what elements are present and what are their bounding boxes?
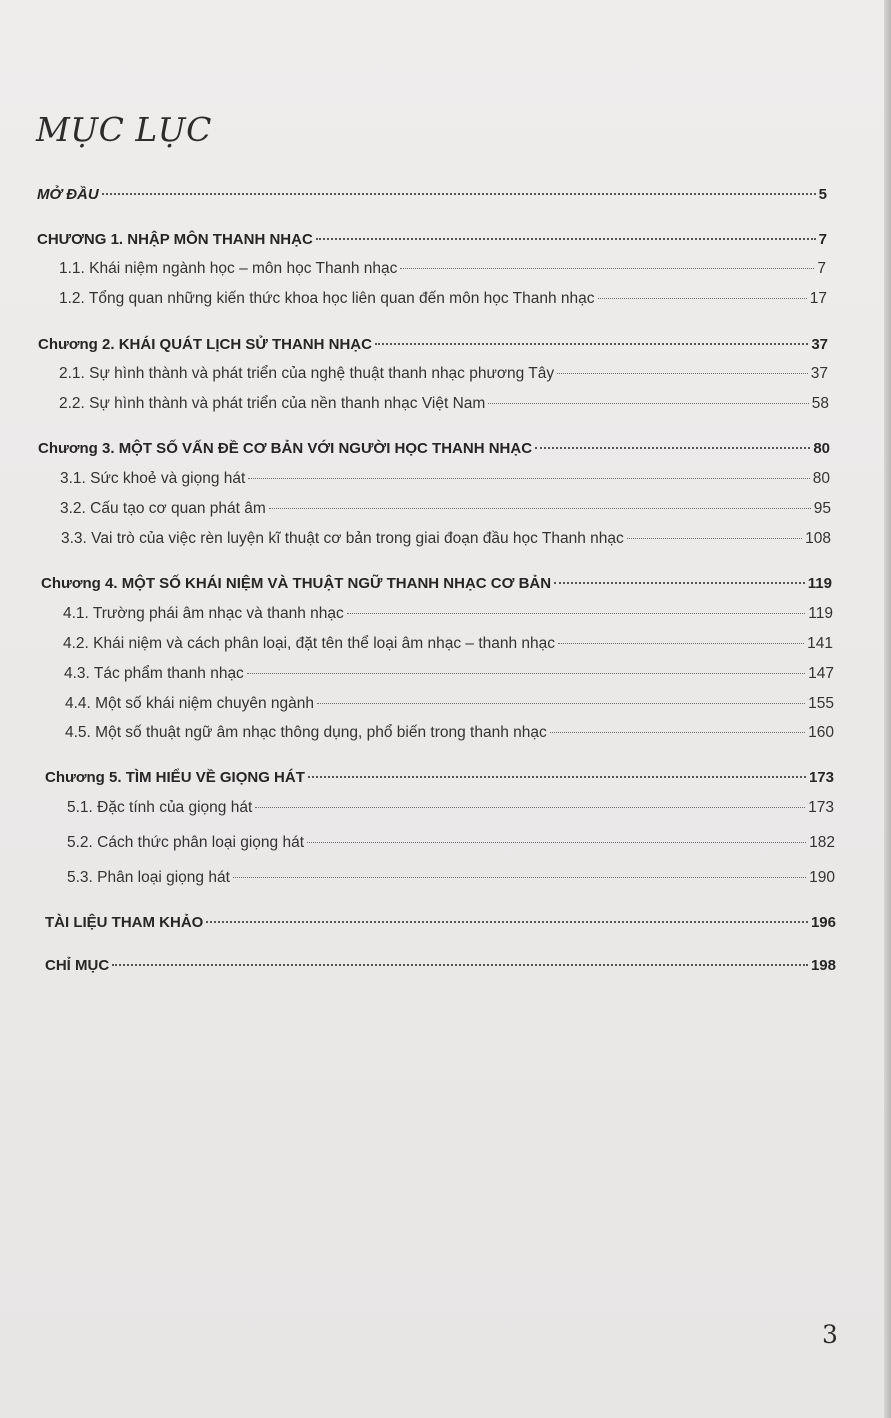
toc-entry-page: 108 [805, 530, 831, 547]
toc-entry [37, 186, 827, 210]
toc-entry-label: 3.3. Vai trò của việc rèn luyện kĩ thuật cơ bản trong giai đoạn đầu học Thanh nhạc [61, 530, 624, 547]
toc-entry-page: 80 [813, 440, 830, 457]
toc-entry-label: 4.3. Tác phẩm thanh nhạc [64, 665, 244, 682]
toc-entry [67, 869, 835, 893]
toc-entry-page: 7 [817, 260, 826, 277]
toc-entry [65, 724, 834, 748]
toc-entry-page: 198 [810, 957, 836, 974]
toc-entry-page: 147 [808, 665, 834, 682]
toc-leader [554, 582, 805, 584]
toc-entry [65, 695, 834, 719]
toc-entry-page: 119 [807, 575, 832, 592]
toc-entry-page: 190 [809, 869, 835, 886]
toc-entry-page: 37 [811, 336, 828, 353]
toc-entry-label: 1.1. Khái niệm ngành học – môn học Thanh nhạc [59, 260, 398, 277]
toc-entry-page: 155 [808, 695, 834, 712]
toc-leader [269, 508, 811, 509]
toc-entry [67, 834, 835, 858]
toc-leader [488, 403, 808, 404]
toc-entry [63, 605, 833, 629]
toc-title: MỤC LỤC [36, 110, 212, 149]
page-number: 3 [822, 1320, 838, 1349]
toc-entry [67, 799, 834, 823]
toc-entry-label: 5.2. Cách thức phân loại giọng hát [67, 834, 305, 851]
toc-entry-label: 5.3. Phân loại giọng hát [67, 869, 230, 886]
toc-entry-page: 160 [808, 724, 834, 741]
toc-entry-page: 58 [811, 395, 829, 412]
toc-entry [59, 260, 826, 284]
toc-entry [59, 290, 827, 314]
toc-entry-page: 173 [808, 769, 834, 786]
toc-entry-page: 173 [808, 799, 834, 816]
toc-entry [38, 336, 828, 360]
toc-entry-label: 3.2. Cấu tạo cơ quan phát âm [60, 500, 266, 517]
toc-entry-label: 4.5. Một số thuật ngữ âm nhạc thông dụng, phổ biến trong thanh nhạc [65, 724, 547, 741]
toc-entry-label: 2.1. Sự hình thành và phát triển của nghệ thuật thanh nhạc phương Tây [59, 365, 555, 382]
toc-leader [112, 964, 808, 966]
toc-entry-page: 80 [812, 470, 830, 487]
toc-entry [63, 635, 833, 659]
toc-leader [206, 921, 808, 923]
toc-entry-label: 1.2. Tổng quan những kiến thức khoa học liên quan đến môn học Thanh nhạc [59, 290, 595, 307]
toc-leader [308, 776, 806, 778]
toc-entry [60, 500, 831, 524]
toc-entry [37, 231, 827, 255]
toc-entry [61, 530, 831, 554]
toc-entry-label: CHƯƠNG 1. NHẬP MÔN THANH NHẠC [37, 231, 313, 248]
toc-leader [558, 643, 804, 644]
toc-leader [248, 478, 809, 479]
toc-leader [247, 673, 805, 674]
toc-entry-label: 5.1. Đặc tính của giọng hát [67, 799, 253, 816]
toc-entry [59, 395, 829, 419]
toc-entry-page: 141 [807, 635, 833, 652]
toc-leader [233, 877, 806, 878]
toc-leader [375, 343, 808, 345]
toc-entry-label: Chương 4. MỘT SỐ KHÁI NIỆM VÀ THUẬT NGỮ THANH NHẠC CƠ BẢN [41, 575, 552, 592]
toc-leader [557, 373, 808, 374]
toc-entry-label: 4.4. Một số khái niệm chuyên ngành [65, 695, 315, 712]
toc-entry-page: 37 [810, 365, 828, 382]
toc-entry-label: MỞ ĐẦU [37, 186, 99, 203]
toc-entry-label: TÀI LIỆU THAM KHẢO [45, 914, 204, 931]
toc-entry [41, 575, 832, 599]
toc-leader [255, 807, 805, 808]
toc-entry-label: 3.1. Sức khoẻ và giọng hát [60, 470, 246, 487]
toc-entry [45, 957, 836, 981]
toc-entry [60, 470, 830, 494]
toc-leader [400, 268, 814, 269]
toc-leader [535, 447, 810, 449]
toc-leader [550, 732, 805, 733]
toc-entry-label: CHỈ MỤC [45, 957, 110, 974]
toc-entry-page: 7 [818, 231, 827, 248]
toc-entry [45, 769, 834, 793]
toc-entry-label: Chương 5. TÌM HIỂU VỀ GIỌNG HÁT [45, 769, 305, 786]
toc-entry-label: Chương 3. MỘT SỐ VẤN ĐỀ CƠ BẢN VỚI NGƯỜI HỌC THANH NHẠC [38, 440, 533, 457]
toc-entry-page: 196 [810, 914, 836, 931]
toc-entry-label: 4.2. Khái niệm và cách phân loại, đặt tên thể loại âm nhạc – thanh nhạc [63, 635, 556, 652]
toc-leader [347, 613, 806, 614]
toc-entry-page: 5 [818, 186, 827, 203]
toc-leader [316, 238, 816, 240]
toc-entry-label: 4.1. Trường phái âm nhạc và thanh nhạc [63, 605, 344, 622]
toc-entry [45, 914, 836, 938]
toc-leader [627, 538, 802, 539]
toc-entry-page: 182 [809, 834, 835, 851]
toc-entry-page: 17 [809, 290, 827, 307]
toc-entry-label: 2.2. Sự hình thành và phát triển của nền thanh nhạc Việt Nam [59, 395, 486, 412]
toc-entry-page: 119 [808, 605, 833, 622]
toc-leader [317, 703, 805, 704]
toc-leader [598, 298, 807, 299]
toc-entry [64, 665, 834, 689]
toc-entry-page: 95 [813, 500, 831, 517]
toc-entry [59, 365, 828, 389]
toc-leader [307, 842, 806, 843]
toc-entry [38, 440, 830, 464]
toc-leader [102, 193, 816, 195]
toc-entry-label: Chương 2. KHÁI QUÁT LỊCH SỬ THANH NHẠC [38, 336, 372, 353]
